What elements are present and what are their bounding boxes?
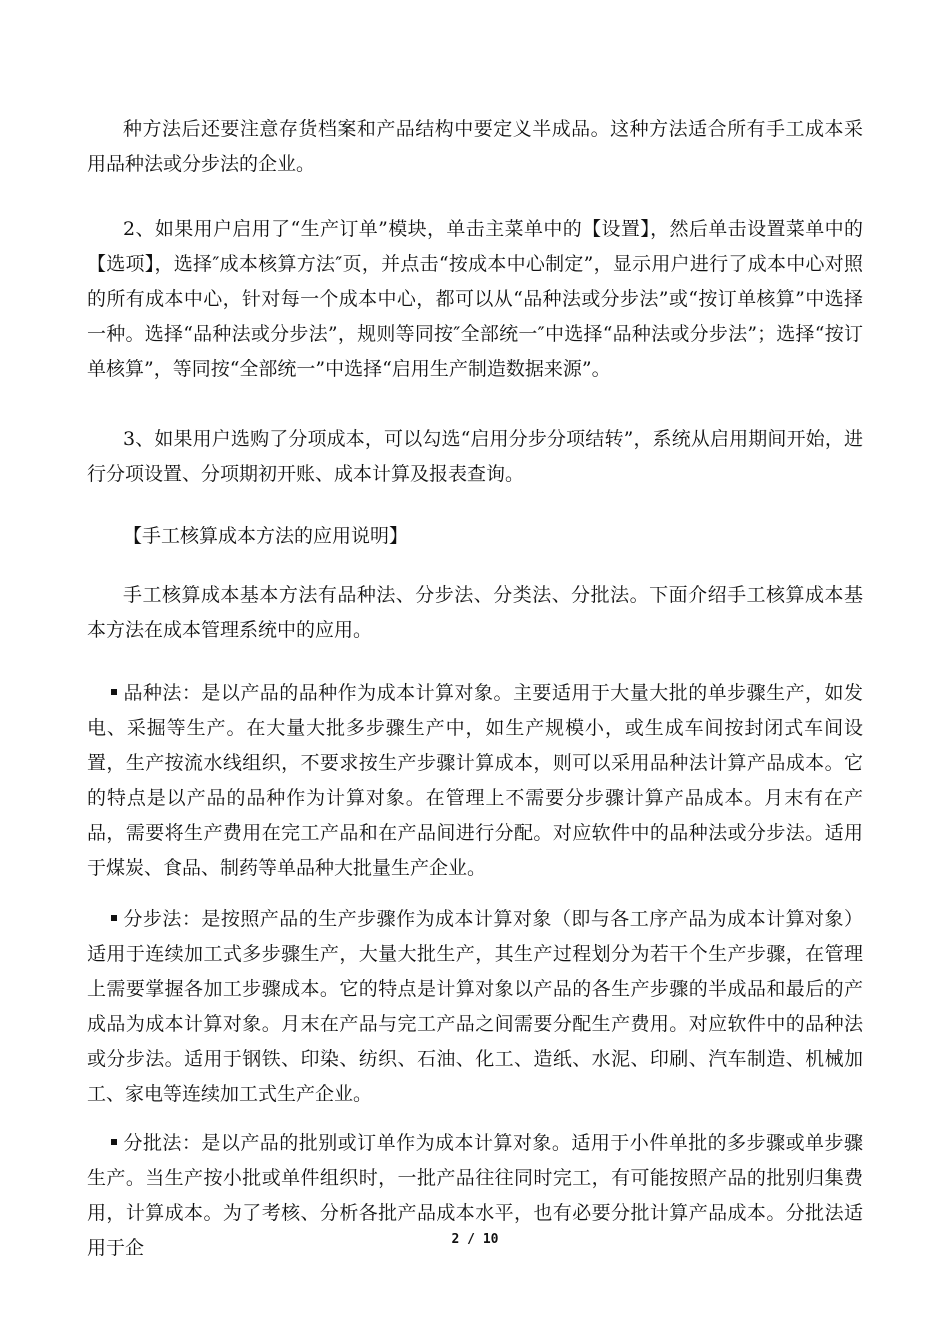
bullet-icon bbox=[87, 676, 123, 711]
paragraph-itemized-cost: 3、如果用户选购了分项成本，可以勾选“启用分步分项结转”，系统从启用期间开始，进行分项设置、分项期初开账、成本计算及报表查询。 bbox=[87, 428, 863, 485]
list-item bbox=[87, 902, 863, 1112]
section-heading: 【手工核算成本方法的应用说明】 bbox=[123, 525, 409, 547]
page-number: 2 / 10 bbox=[451, 1232, 499, 1247]
list-item-text: 分步法：是按照产品的生产步骤作为成本计算对象（即与各工序产品为成本计算对象）适用于连续加工式多步骤生产，大量大批生产，其生产过程划分为若干个生产步骤，在管理上需要掌握各加工步骤成本。它的特点是计算对象以产品的各生产步骤的半成品和最后的产成品为成本计算对象。月末在产品与完工产品之间需要分配生产费用。对应软件中的品种法或分步法。适用于钢铁、印染、纺织、石油、化工、造纸、水泥、印刷、汽车制造、机械加工、家电等连续加工式生产企业。 bbox=[87, 908, 863, 1105]
bullet-icon bbox=[87, 902, 123, 937]
list-item-text: 分批法：是以产品的批别或订单作为成本计算对象。适用于小件单批的多步骤或单步骤生产。当生产按小批或单件组织时，一批产品往往同时完工，有可能按照产品的批别归集费用，计算成本。为了考核、分析各批产品成本水平，也有必要分批计算产品成本。分批法适用于企 bbox=[87, 1132, 863, 1259]
bullet-icon bbox=[87, 1126, 123, 1161]
paragraph-intro: 手工核算成本基本方法有品种法、分步法、分类法、分批法。下面介绍手工核算成本基本方法在成本管理系统中的应用。 bbox=[87, 584, 863, 641]
list-item bbox=[87, 676, 863, 886]
paragraph-production-order: 2、如果用户启用了“生产订单”模块，单击主菜单中的【设置】，然后单击设置菜单中的【选项】，选择″成本核算方法″页，并点击“按成本中心制定”，显示用户进行了成本中心对照的所有成本中心，针对每一个成本中心，都可以从“品种法或分步法”或“按订单核算”中选择一种。选择“品种法或分步法”，规则等同按″全部统一″中选择“品种法或分步法”；选择“按订单核算”，等同按“全部统一”中选择“启用生产制造数据来源”。 bbox=[87, 218, 863, 380]
paragraph-continuation: 种方法后还要注意存货档案和产品结构中要定义半成品。这种方法适合所有手工成本采用品种法或分步法的企业。 bbox=[87, 118, 863, 175]
list-item-text: 品种法：是以产品的品种作为成本计算对象。主要适用于大量大批的单步骤生产，如发电、采掘等生产。在大量大批多步骤生产中，如生产规模小，或生成车间按封闭式车间设置，生产按流水线组织，不要求按生产步骤计算成本，则可以采用品种法计算产品成本。它的特点是以产品的品种作为计算对象。在管理上不需要分步骤计算产品成本。月末有在产品，需要将生产费用在完工产品和在产品间进行分配。对应软件中的品种法或分步法。适用于煤炭、食品、制药等单品种大批量生产企业。 bbox=[87, 682, 863, 879]
